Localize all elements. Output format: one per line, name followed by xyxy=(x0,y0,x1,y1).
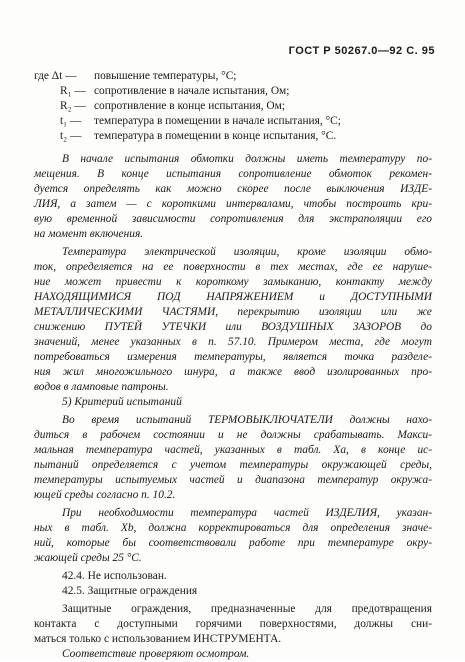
legend-text: температура в помещении в конце испытания, °С. xyxy=(94,130,337,142)
paragraph-line: ния жил многожильного шнура, а также ввод изолированных про- xyxy=(34,366,432,378)
paragraph-line: ЛИЯ, а затем — с короткими интервалами, чтобы построить кри- xyxy=(34,198,432,210)
legend-symbol: где Δt — xyxy=(34,70,77,82)
paragraph-line: диться в рабочем состоянии и не должны срабатывать. Макси- xyxy=(34,429,432,441)
paragraph-line: вую временной зависимости сопротивления для экстраполяции его xyxy=(34,213,432,225)
paragraph-line: пытаний определяется с учетом температуры окружающей среды, xyxy=(34,459,432,471)
legend-text: сопротивление в конце испытания, Ом; xyxy=(94,100,285,112)
paragraph-line: Защитные ограждения, предназначенные для предотвращения xyxy=(62,603,432,615)
paragraph-line: При необходимости температура частей ИЗДЕЛИЯ, указан- xyxy=(62,507,432,519)
paragraph-line: ных в табл. Xb, должна корректироваться для определения значе- xyxy=(34,522,432,534)
paragraph-line: мещения. В конце испытания сопротивление обмоток рекомен- xyxy=(34,168,432,180)
paragraph-line: ток, определяется на ее поверхности в тех местах, где ее наруше- xyxy=(34,261,432,273)
paragraph-line: снижению ПУТЕЙ УТЕЧКИ или ВОЗДУШНЫХ ЗАЗОРОВ до xyxy=(34,321,432,333)
legend-symbol: R₁ — xyxy=(60,85,86,97)
paragraph-line: Во время испытаний ТЕРМОВЫКЛЮЧАТЕЛИ должны нахо- xyxy=(62,414,432,426)
paragraph-line: ние может привести к короткому замыканию, контакту между xyxy=(34,276,432,288)
paragraph-line: дуется определять как можно скорее после выключения ИЗДЕ- xyxy=(34,183,432,195)
legend-text: сопротивление в начале испытания, Ом; xyxy=(94,85,290,97)
paragraph-line: ющей среды согласно п. 10.2. xyxy=(34,489,176,501)
paragraph-line: мальная температура частей, указанных в табл. Ха, в конце ис- xyxy=(34,444,432,456)
paragraph-line: температуры испытуемых частей и диапазона температур окружа- xyxy=(34,474,432,486)
paragraph-line: МЕТАЛЛИЧЕСКИМИ ЧАСТЯМИ, перекрытию изоляции или же xyxy=(34,306,432,318)
paragraph-line: на момент включения. xyxy=(34,228,144,240)
paragraph-line: жающей среды 25 °С. xyxy=(34,552,142,564)
paragraph-line: Температура электрической изоляции, кроме изоляции обмо- xyxy=(62,246,432,258)
paragraph-line: контакта с доступными горячими поверхностями, должны сни- xyxy=(34,618,432,630)
paragraph-line: ний, которые бы соответствовали работе при температуре окру- xyxy=(34,537,432,549)
paragraph-line: водов в ламповые патроны. xyxy=(34,381,169,393)
legend-symbol: t₁ — xyxy=(60,115,82,127)
page-header: ГОСТ Р 50267.0—92 С. 95 xyxy=(288,45,435,57)
legend-text: повышение температуры, °С; xyxy=(94,70,237,82)
legend-symbol: t₂ — xyxy=(60,130,82,142)
paragraph-line: НАХОДЯЩИМИСЯ ПОД НАПРЯЖЕНИЕМ и ДОСТУПНЫМИ xyxy=(34,291,432,303)
paragraph-line: значений, менее указанных в п. 57.10. Примером места, где могут xyxy=(34,336,432,348)
legend-symbol: R₂ — xyxy=(60,100,86,112)
paragraph-line: маться только с использованием ИНСТРУМЕНТА. xyxy=(34,633,282,645)
legend-text: температура в помещении в начале испытания, °С; xyxy=(94,115,341,127)
subsection-heading: 5) Критерий испытаний xyxy=(62,396,182,408)
paragraph-line: В начале испытания обмотки должны иметь температуру по- xyxy=(62,153,432,165)
compliance-note: Соответствие проверяют осмотром. xyxy=(62,648,250,660)
paragraph-line: потребоваться измерения температуры, является точка разделе- xyxy=(34,351,432,363)
section-424: 42.4. Не использован. xyxy=(62,570,167,582)
section-425: 42.5. Защитные ограждения xyxy=(62,585,198,597)
